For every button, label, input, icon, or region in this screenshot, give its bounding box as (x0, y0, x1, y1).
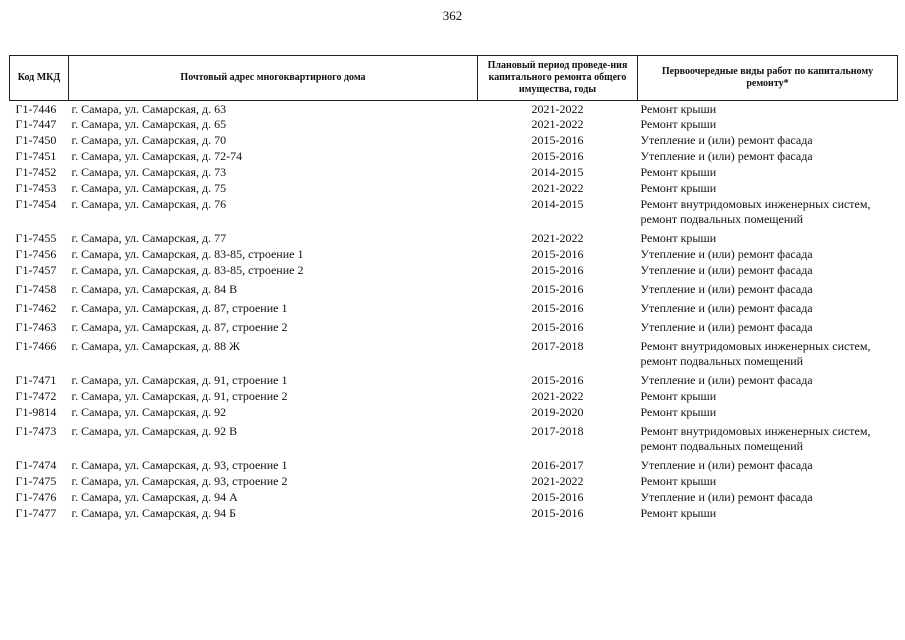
cell-works: Ремонт крыши (640, 389, 717, 403)
cell-period: 2015-2016 (531, 247, 584, 261)
cell-code: Г1-7450 (15, 133, 57, 147)
cell-code: Г1-7475 (15, 474, 57, 488)
cell-code: Г1-7472 (15, 389, 57, 403)
cell-works: Ремонт крыши (640, 506, 717, 520)
cell-works: Утепление и (или) ремонт фасада (640, 247, 813, 261)
cell-works: Утепление и (или) ремонт фасада (640, 301, 813, 315)
cell-address: г. Самара, ул. Самарская, д. 88 Ж (71, 339, 240, 353)
cell-works: Утепление и (или) ремонт фасада (640, 458, 813, 472)
table-row (10, 149, 898, 165)
cell-code: Г1-9814 (15, 405, 57, 419)
cell-works: Ремонт крыши (640, 165, 717, 179)
cell-period: 2015-2016 (531, 320, 584, 334)
table-row (10, 339, 898, 373)
cell-address: г. Самара, ул. Самарская, д. 93, строение 1 (71, 458, 288, 472)
table-row (10, 101, 898, 118)
cell-address: г. Самара, ул. Самарская, д. 94 Б (71, 506, 237, 520)
cell-address: г. Самара, ул. Самарская, д. 92 (71, 405, 227, 419)
cell-code: Г1-7447 (15, 117, 57, 131)
cell-address: г. Самара, ул. Самарская, д. 83-85, строение 2 (71, 263, 304, 277)
cell-works: Утепление и (или) ремонт фасада (640, 373, 813, 387)
cell-address: г. Самара, ул. Самарская, д. 93, строение 2 (71, 474, 288, 488)
cell-period: 2015-2016 (531, 373, 584, 387)
table-row (10, 490, 898, 506)
cell-works: Ремонт внутридомовых инженерных систем, ремонт подвальных помещений (640, 339, 871, 368)
cell-period: 2021-2022 (531, 474, 584, 488)
cell-address: г. Самара, ул. Самарская, д. 87, строение 2 (71, 320, 288, 334)
table-row (10, 165, 898, 181)
table-row (10, 320, 898, 339)
cell-period: 2014-2015 (531, 197, 584, 211)
cell-period: 2015-2016 (531, 133, 584, 147)
cell-address: г. Самара, ул. Самарская, д. 77 (71, 231, 227, 245)
cell-address: г. Самара, ул. Самарская, д. 91, строение 1 (71, 373, 288, 387)
header-period: Плановый период проведе-ния капитального ремонта общего имущества, годы (478, 56, 638, 101)
cell-code: Г1-7462 (15, 301, 57, 315)
cell-code: Г1-7463 (15, 320, 57, 334)
table-row (10, 197, 898, 231)
cell-period: 2021-2022 (531, 117, 584, 131)
cell-works: Ремонт крыши (640, 405, 717, 419)
cell-period: 2016-2017 (531, 458, 584, 472)
table-row (10, 133, 898, 149)
table-row (10, 424, 898, 458)
cell-works: Утепление и (или) ремонт фасада (640, 149, 813, 163)
cell-address: г. Самара, ул. Самарская, д. 84 В (71, 282, 238, 296)
cell-code: Г1-7476 (15, 490, 57, 504)
cell-address: г. Самара, ул. Самарская, д. 83-85, строение 1 (71, 247, 304, 261)
cell-code: Г1-7473 (15, 424, 57, 438)
cell-address: г. Самара, ул. Самарская, д. 75 (71, 181, 227, 195)
cell-period: 2019-2020 (531, 405, 584, 419)
table-row (10, 231, 898, 247)
cell-period: 2015-2016 (531, 282, 584, 296)
table-row (10, 373, 898, 389)
cell-period: 2021-2022 (531, 389, 584, 403)
cell-address: г. Самара, ул. Самарская, д. 63 (71, 102, 227, 116)
table-row (10, 389, 898, 405)
table-row (10, 506, 898, 522)
cell-code: Г1-7452 (15, 165, 57, 179)
cell-code: Г1-7451 (15, 149, 57, 163)
table-body (10, 101, 898, 523)
cell-works: Ремонт внутридомовых инженерных систем, ремонт подвальных помещений (640, 424, 871, 453)
cell-works: Ремонт крыши (640, 474, 717, 488)
table-row (10, 247, 898, 263)
table-row (10, 263, 898, 282)
cell-period: 2015-2016 (531, 506, 584, 520)
cell-period: 2014-2015 (531, 165, 584, 179)
table-row (10, 282, 898, 301)
cell-period: 2021-2022 (531, 181, 584, 195)
table-row (10, 405, 898, 424)
cell-address: г. Самара, ул. Самарская, д. 92 В (71, 424, 238, 438)
header-code: Код МКД (10, 56, 69, 101)
cell-works: Ремонт крыши (640, 102, 717, 116)
cell-works: Ремонт крыши (640, 117, 717, 131)
cell-code: Г1-7454 (15, 197, 57, 211)
cell-works: Утепление и (или) ремонт фасада (640, 133, 813, 147)
cell-address: г. Самара, ул. Самарская, д. 72-74 (71, 149, 243, 163)
cell-address: г. Самара, ул. Самарская, д. 91, строение 2 (71, 389, 288, 403)
cell-address: г. Самара, ул. Самарская, д. 70 (71, 133, 227, 147)
cell-code: Г1-7446 (15, 102, 57, 116)
header-works: Первоочередные виды работ по капитальному ремонту* (638, 56, 898, 101)
cell-works: Утепление и (или) ремонт фасада (640, 263, 813, 277)
table-row (10, 181, 898, 197)
cell-code: Г1-7456 (15, 247, 57, 261)
cell-period: 2017-2018 (531, 339, 584, 353)
cell-code: Г1-7457 (15, 263, 57, 277)
cell-address: г. Самара, ул. Самарская, д. 76 (71, 197, 227, 211)
cell-code: Г1-7471 (15, 373, 57, 387)
cell-period: 2017-2018 (531, 424, 584, 438)
cell-period: 2015-2016 (531, 263, 584, 277)
housing-table (9, 55, 898, 522)
cell-code: Г1-7455 (15, 231, 57, 245)
table-row (10, 458, 898, 474)
cell-works: Ремонт внутридомовых инженерных систем, ремонт подвальных помещений (640, 197, 871, 226)
header-address: Почтовый адрес многоквартирного дома (69, 56, 478, 101)
cell-works: Ремонт крыши (640, 231, 717, 245)
cell-works: Утепление и (или) ремонт фасада (640, 320, 813, 334)
cell-code: Г1-7477 (15, 506, 57, 520)
cell-address: г. Самара, ул. Самарская, д. 65 (71, 117, 227, 131)
cell-period: 2015-2016 (531, 490, 584, 504)
cell-works: Утепление и (или) ремонт фасада (640, 282, 813, 296)
cell-address: г. Самара, ул. Самарская, д. 87, строение 1 (71, 301, 288, 315)
table-row (10, 474, 898, 490)
cell-address: г. Самара, ул. Самарская, д. 73 (71, 165, 227, 179)
cell-code: Г1-7466 (15, 339, 57, 353)
cell-works: Ремонт крыши (640, 181, 717, 195)
page-number: 362 (442, 8, 463, 23)
cell-period: 2015-2016 (531, 301, 584, 315)
cell-period: 2021-2022 (531, 102, 584, 116)
cell-address: г. Самара, ул. Самарская, д. 94 А (71, 490, 238, 504)
cell-works: Утепление и (или) ремонт фасада (640, 490, 813, 504)
cell-period: 2021-2022 (531, 231, 584, 245)
cell-period: 2015-2016 (531, 149, 584, 163)
table-row (10, 117, 898, 133)
cell-code: Г1-7474 (15, 458, 57, 472)
cell-code: Г1-7453 (15, 181, 57, 195)
table-header-row (10, 56, 898, 101)
cell-code: Г1-7458 (15, 282, 57, 296)
table-row (10, 301, 898, 320)
